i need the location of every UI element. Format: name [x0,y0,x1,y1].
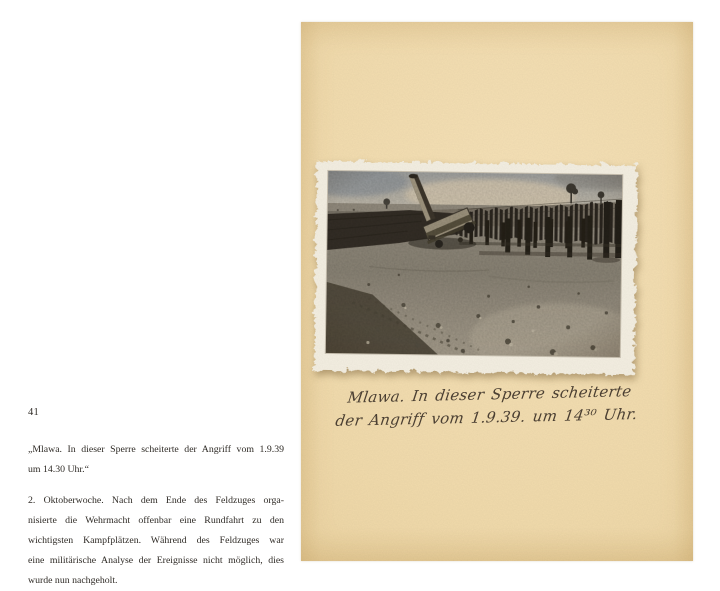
quote-line: „Mlawa. In dieser Sperre scheiterte der Angriff vom 1.9.39 [28,444,284,455]
left-text-column [0,0,300,589]
paragraph-line: wichtigsten Kampfplätzen. Während des Feldzuges war [28,535,284,546]
photo-caption-quote [28,440,284,480]
photograph [307,154,640,381]
handwritten-caption-line: der Angriff vom 1.9.39. um 14³⁰ Uhr. [334,405,639,430]
quote-line: um 14.30 Uhr.“ [28,464,89,475]
photo-grain [326,171,623,357]
paragraph-line: nisierte die Wehrmacht offenbar eine Rundfahrt zu den [28,515,284,526]
album-page [301,22,693,561]
paragraph-line: wurde nun nachgeholt. [28,575,118,586]
paragraph-line: eine militärische Analyse der Ereignisse nicht möglich, dies [28,555,284,566]
handwritten-caption [334,379,680,433]
paragraph-line: 2. Oktoberwoche. Nach dem Ende des Feldzuges orga- [28,495,284,506]
body-paragraph [28,491,284,591]
photo-image [307,154,640,381]
page-number: 41 [28,407,40,418]
handwritten-caption-line: Mlawa. In dieser Sperre scheiterte [346,382,633,407]
photo-scene [307,162,640,377]
